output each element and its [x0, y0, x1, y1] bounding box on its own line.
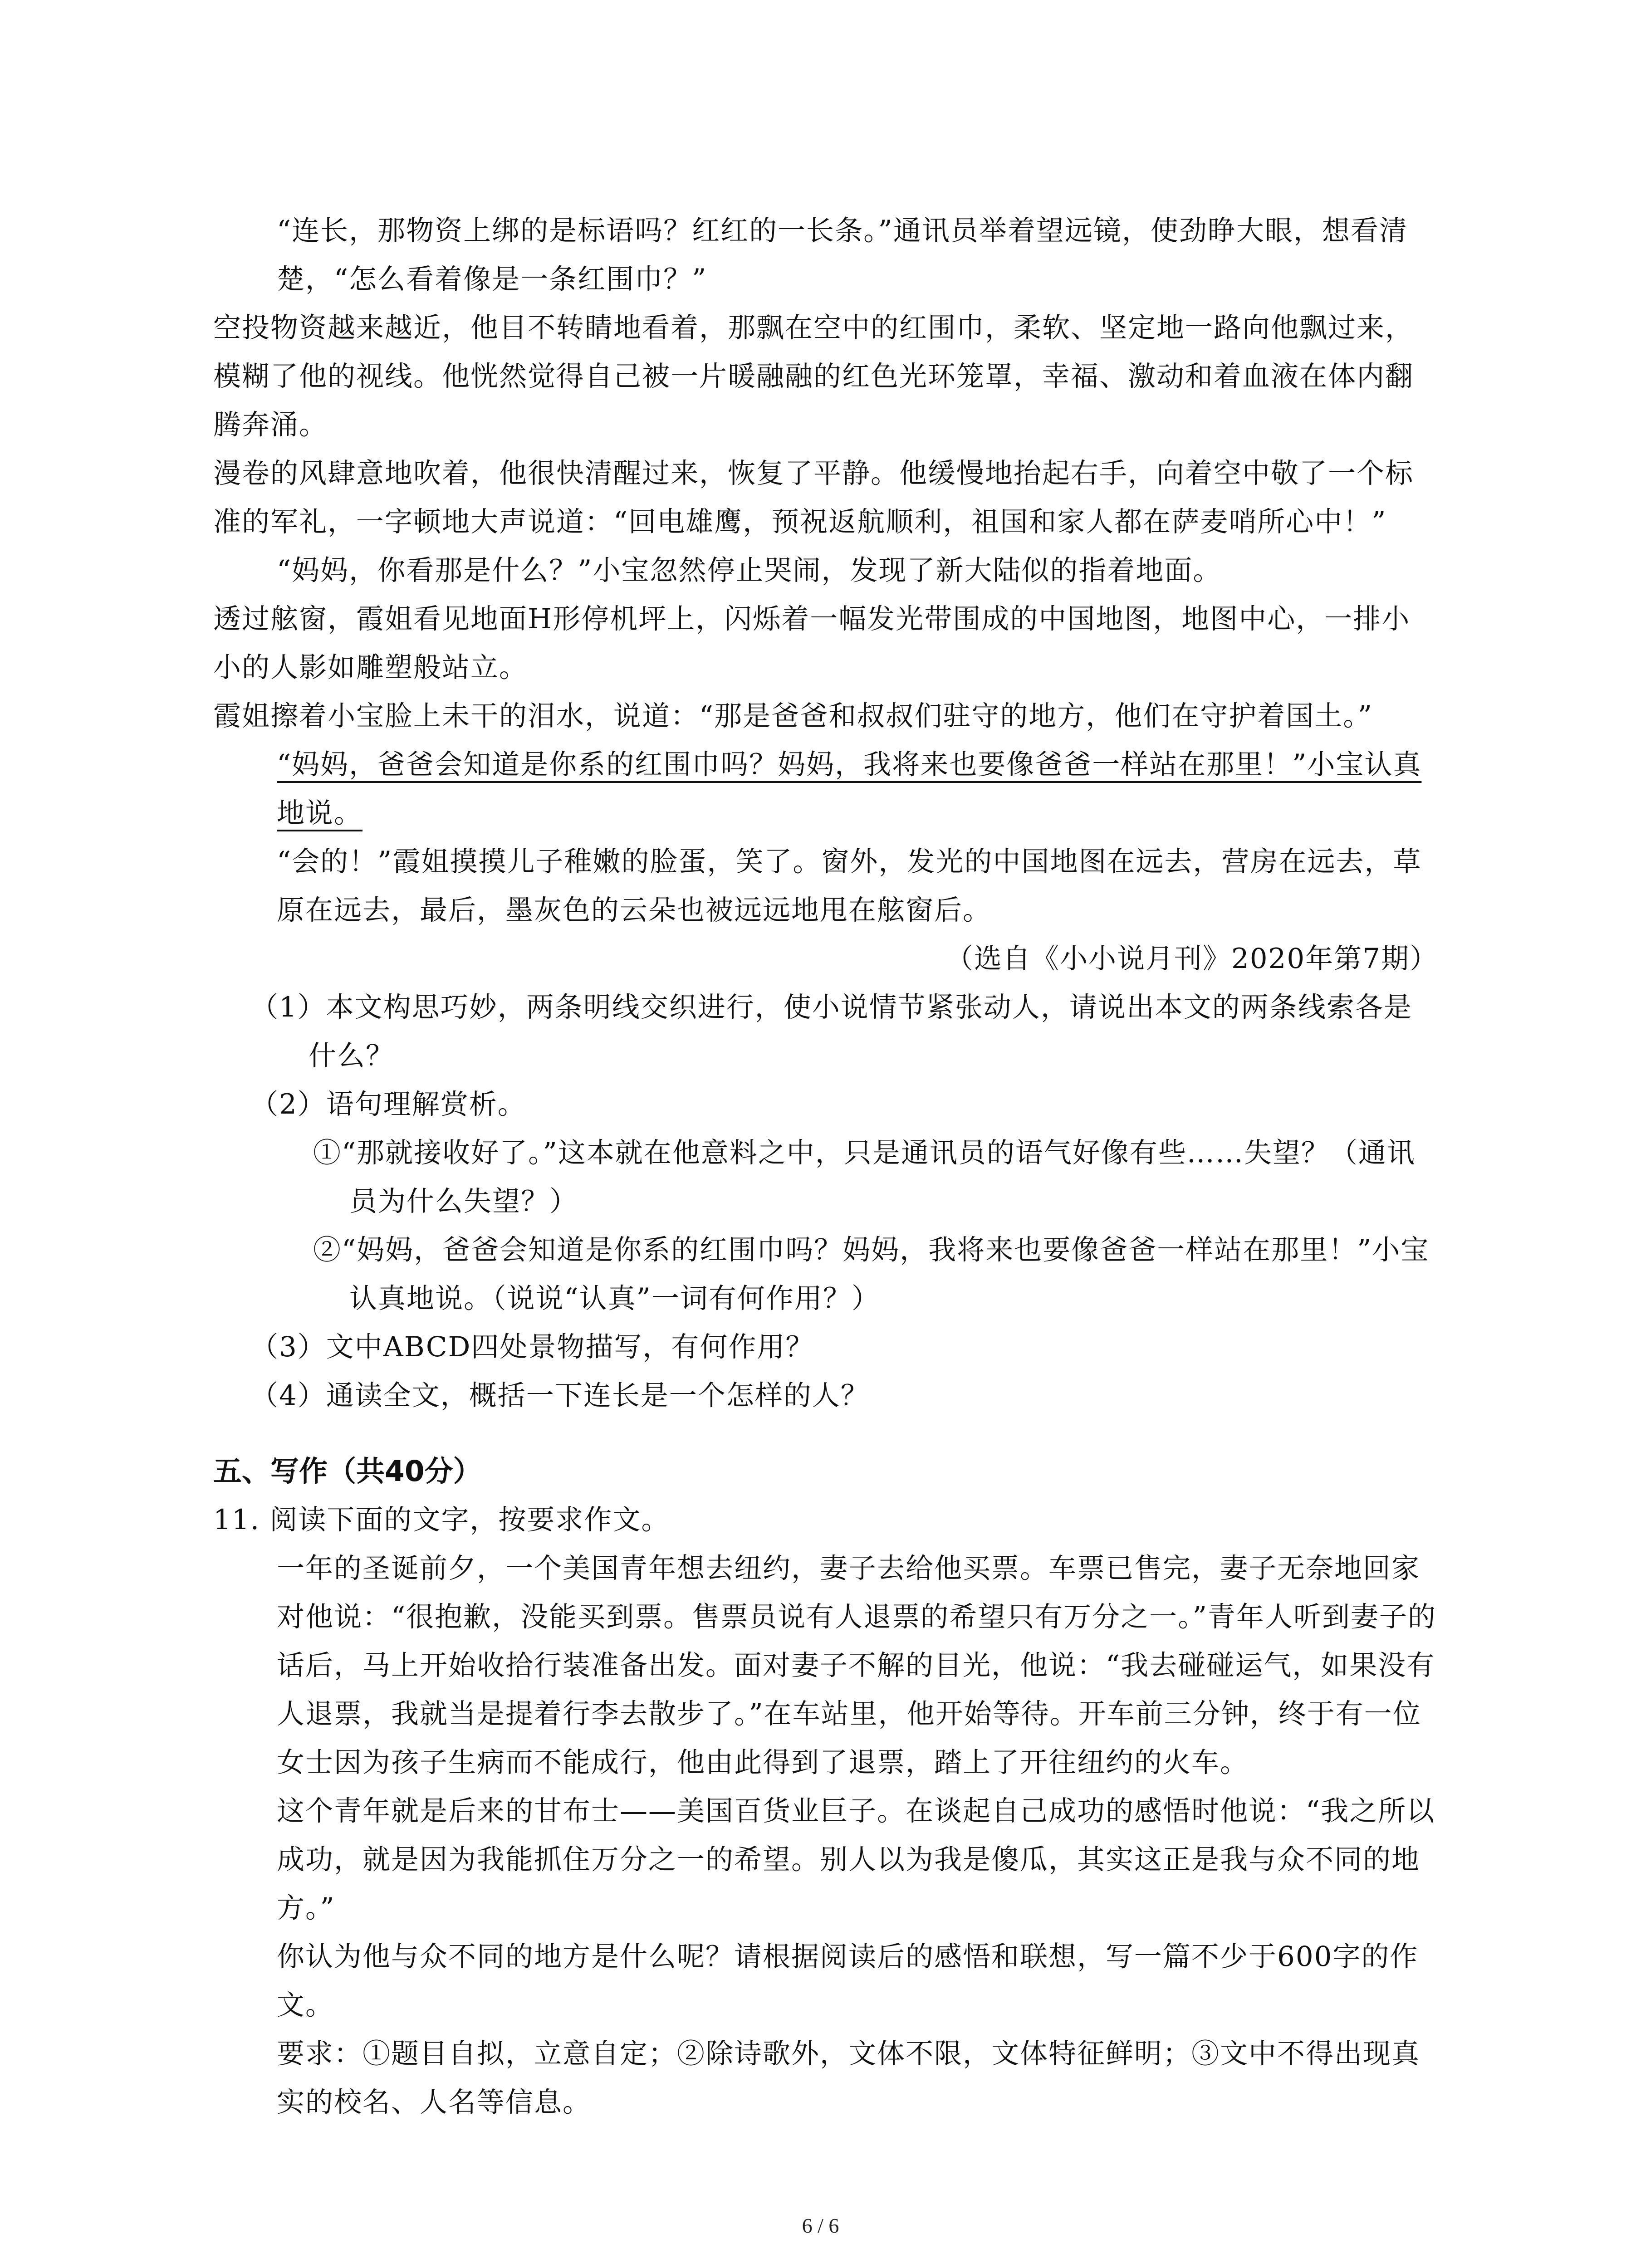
question-4: （4）通读全文，概括一下连长是一个怎样的人？ [250, 1379, 869, 1412]
question-2: （2）语句理解赏析。 [250, 1088, 526, 1120]
writing-paragraph-1: 一年的圣诞前夕，一个美国青年想去纽约，妻子去给他买票。车票已售完，妻子无奈地回家对他说：“很抱歉，没能买到票。售票员说有人退票的希望只有万分之一。”青年人听到妻子的话后，马上开始收拾行装准备出发。面对妻子不解的目光，他说：“我去碰碰运气，如果没有人退票，我就当是提着行李去散步了。”在车站里，他开始等待。开车前三分钟，终于有一位女士因为孩子生病而不能成行，他由此得到了退票，踏上了开往纽约的火车。 [277, 1552, 1436, 1779]
story-paragraph-1: “连长，那物资上绑的是标语吗？红红的一长条。”通讯员举着望远镜，使劲睁大眼，想看清楚，“怎么看着像是一条红围巾？” [277, 215, 1408, 295]
story-paragraph-5: 透过舷窗，霞姐看见地面H形停机坪上，闪烁着一幅发光带围成的中国地图，地图中心，一排小小的人影如雕塑般站立。 [213, 603, 1411, 684]
story-paragraph-8: “会的！”霞姐摸摸儿子稚嫩的脸蛋，笑了。窗外，发光的中国地图在远去，营房在远去，草原在远去，最后，墨灰色的云朵也被远远地甩在舷窗后。 [277, 846, 1422, 926]
story-source: （选自《小小说月刊》2020年第7期） [945, 943, 1438, 975]
page-content [213, 206, 1438, 2126]
page-number: 6 / 6 [802, 2214, 839, 2237]
story-paragraph-3: 漫卷的风肆意地吹着，他很快清醒过来，恢复了平静。他缓慢地抬起右手，向着空中敬了一个标准的军礼，一字顿地大声说道：“回电雄鹰，预祝返航顺利，祖国和家人都在萨麦哨所心中！” [213, 457, 1414, 538]
underlined-sentence: “妈妈，爸爸会知道是你系的红围巾吗？妈妈，我将来也要像爸爸一样站在那里！”小宝认真地说。 [277, 748, 1422, 829]
question-1: （1）本文构思巧妙，两条明线交织进行，使小说情节紧张动人，请说出本文的两条线索各是什么？ [250, 991, 1412, 1072]
writing-paragraph-2: 这个青年就是后来的甘布士——美国百货业巨子。在谈起自己成功的感悟时他说：“我之所以成功，就是因为我能抓住万分之一的希望。别人以为我是傻瓜，其实这正是我与众不同的地方。” [277, 1795, 1435, 1924]
question-2-item-b: ②“妈妈，爸爸会知道是你系的红围巾吗？妈妈，我将来也要像爸爸一样站在那里！”小宝认真地说。（说说“认真”一词有何作用？） [313, 1234, 1430, 1315]
writing-paragraph-3: 你认为他与众不同的地方是什么呢？请根据阅读后的感悟和联想，写一篇不少于600字的作文。 [277, 1941, 1419, 2021]
section-5-title: 五、写作（共40分） [213, 1455, 482, 1488]
story-paragraph-4: “妈妈，你看那是什么？”小宝忽然停止哭闹，发现了新大陆似的指着地面。 [277, 554, 1222, 587]
question-2-item-a: ①“那就接收好了。”这本就在他意料之中，只是通讯员的语气好像有些……失望？（通讯员为什么失望？） [313, 1137, 1416, 1217]
writing-requirements: 要求：①题目自拟，立意自定；②除诗歌外，文体不限，文体特征鲜明；③文中不得出现真实的校名、人名等信息。 [277, 2038, 1421, 2118]
story-paragraph-6: 霞姐擦着小宝脸上未干的泪水，说道：“那是爸爸和叔叔们驻守的地方，他们在守护着国土。” [213, 700, 1373, 732]
question-11: 11. 阅读下面的文字，按要求作文。 [213, 1504, 670, 1536]
story-paragraph-7-underlined [213, 740, 1438, 837]
story-paragraph-2: 空投物资越来越近，他目不转睛地看着，那飘在空中的红围巾，柔软、坚定地一路向他飘过来，模糊了他的视线。他恍然觉得自己被一片暖融融的红色光环笼罩，幸福、激动和着血液在体内翻腾奔涌。 [213, 312, 1414, 441]
question-3: （3）文中ABCD四处景物描写，有何作用？ [250, 1331, 814, 1363]
